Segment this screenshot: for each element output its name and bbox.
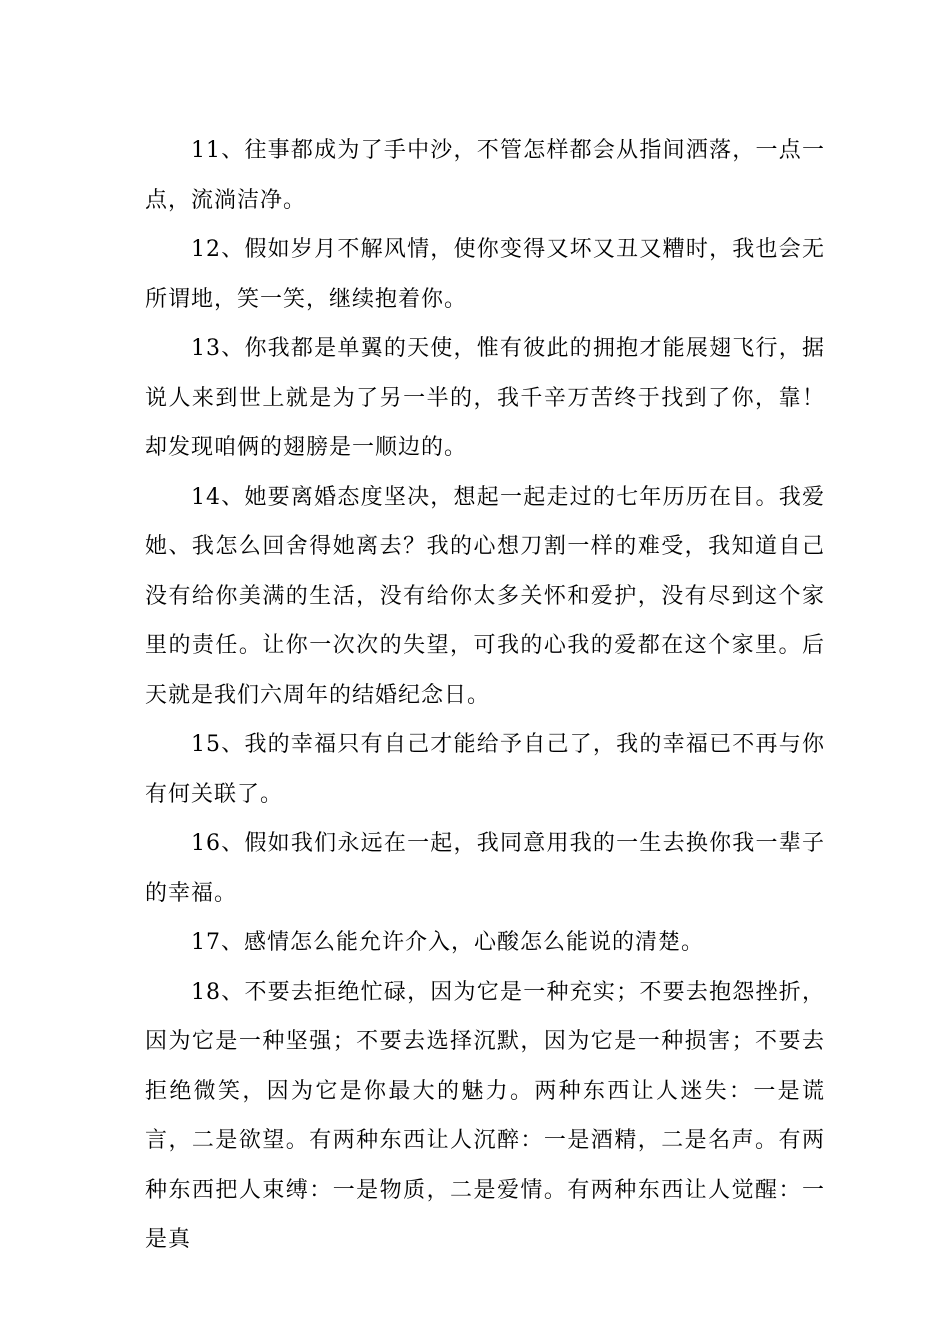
- paragraph-14: 14、她要离婚态度坚决，想起一起走过的七年历历在目。我爱她、我怎么回舍得她离去？我的心想刀割一样的难受，我知道自己没有给你美满的生活，没有给你太多关怀和爱护，没有尽到这个家里的责任。让你一次次的失望，可我的心我的爱都在这个家里。后天就是我们六周年的结婚纪念日。: [145, 484, 825, 708]
- paragraph-16: 16、假如我们永远在一起，我同意用我的一生去换你我一辈子的幸福。: [145, 831, 825, 906]
- document-body: [145, 126, 825, 1265]
- paragraph-12: 12、假如岁月不解风情，使你变得又坏又丑又糟时，我也会无所谓地，笑一笑，继续抱着你。: [145, 237, 825, 312]
- paragraph-15: 15、我的幸福只有自己才能给予自己了，我的幸福已不再与你有何关联了。: [145, 732, 825, 807]
- paragraph-13: 13、你我都是单翼的天使，惟有彼此的拥抱才能展翅飞行，据说人来到世上就是为了另一半的，我千辛万苦终于找到了你，靠！却发现咱俩的翅膀是一顺边的。: [145, 336, 825, 460]
- paragraph-17: 17、感情怎么能允许介入，心酸怎么能说的清楚。: [191, 930, 704, 955]
- paragraph-11: 11、往事都成为了手中沙，不管怎样都会从指间洒落，一点一点，流淌洁净。: [145, 138, 825, 213]
- paragraph-18: 18、不要去拒绝忙碌，因为它是一种充实；不要去抱怨挫折，因为它是一种坚强；不要去选择沉默，因为它是一种损害；不要去拒绝微笑，因为它是你最大的魅力。两种东西让人迷失：一是谎言，二是欲望。有两种东西让人沉醉：一是酒精，二是名声。有两种东西把人束缚：一是物质，二是爱情。有两种东西让人觉醒：一是真: [145, 979, 825, 1252]
